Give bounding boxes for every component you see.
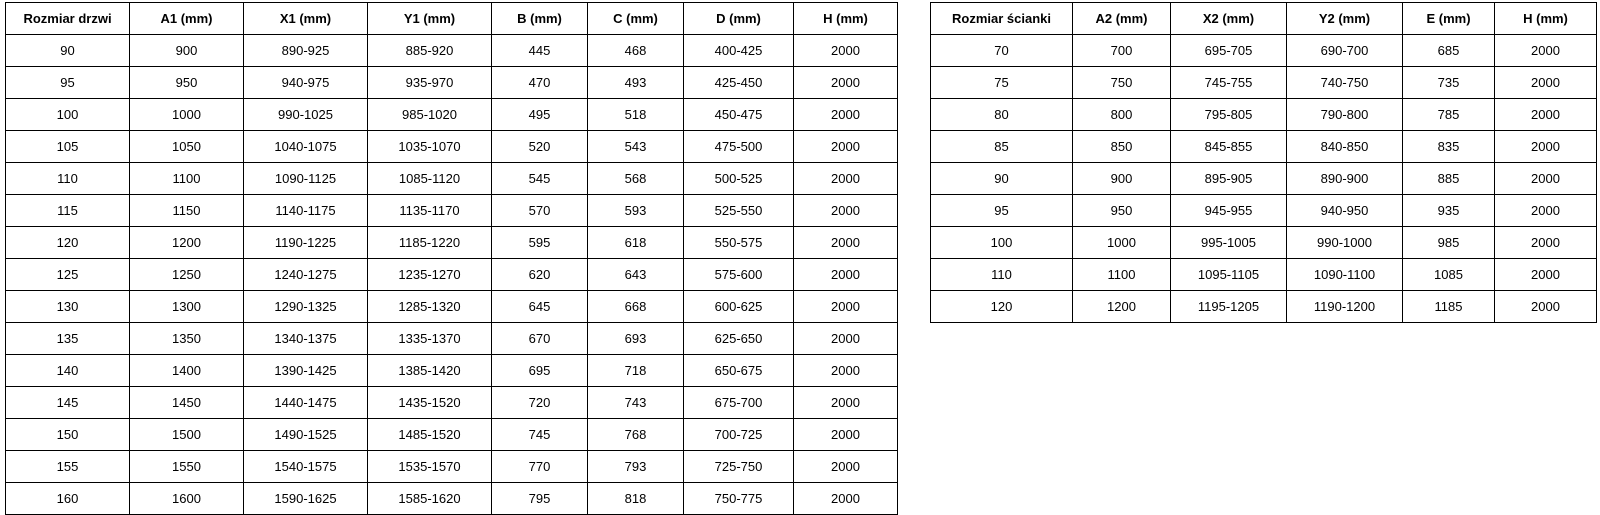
table-header-row bbox=[6, 3, 898, 35]
table-row bbox=[6, 323, 898, 355]
table-row bbox=[6, 451, 898, 483]
doors-table-cell: 700-725 bbox=[684, 419, 794, 451]
doors-table-cell: 445 bbox=[492, 35, 588, 67]
walls-table-cell: 1090-1100 bbox=[1287, 259, 1403, 291]
doors-table-cell: 1340-1375 bbox=[244, 323, 368, 355]
doors-table-cell: 1350 bbox=[130, 323, 244, 355]
walls-table-cell: 1200 bbox=[1073, 291, 1171, 323]
walls-table-cell: 995-1005 bbox=[1171, 227, 1287, 259]
doors-table-cell: 768 bbox=[588, 419, 684, 451]
walls-table-cell: 70 bbox=[931, 35, 1073, 67]
walls-table-cell: 835 bbox=[1403, 131, 1495, 163]
doors-table-cell: 520 bbox=[492, 131, 588, 163]
walls-table-cell: 2000 bbox=[1495, 163, 1597, 195]
doors-table-cell: 693 bbox=[588, 323, 684, 355]
doors-table-cell: 155 bbox=[6, 451, 130, 483]
doors-table-body bbox=[6, 35, 898, 515]
doors-table-cell: 95 bbox=[6, 67, 130, 99]
walls-table-cell: 900 bbox=[1073, 163, 1171, 195]
doors-table-cell: 618 bbox=[588, 227, 684, 259]
doors-table-cell: 115 bbox=[6, 195, 130, 227]
doors-table-cell: 550-575 bbox=[684, 227, 794, 259]
doors-table-cell: 1540-1575 bbox=[244, 451, 368, 483]
doors-table-cell: 2000 bbox=[794, 483, 898, 515]
doors-table-cell: 2000 bbox=[794, 323, 898, 355]
walls-table-cell: 120 bbox=[931, 291, 1073, 323]
doors-dimensions-table bbox=[5, 2, 898, 515]
doors-table-cell: 2000 bbox=[794, 163, 898, 195]
doors-table-cell: 2000 bbox=[794, 35, 898, 67]
doors-table-cell: 105 bbox=[6, 131, 130, 163]
doors-table-cell: 2000 bbox=[794, 99, 898, 131]
doors-table-cell: 890-925 bbox=[244, 35, 368, 67]
walls-table-cell: 790-800 bbox=[1287, 99, 1403, 131]
walls-table-cell: 2000 bbox=[1495, 67, 1597, 99]
walls-table-cell: 700 bbox=[1073, 35, 1171, 67]
doors-table-cell: 575-600 bbox=[684, 259, 794, 291]
doors-table-cell: 1000 bbox=[130, 99, 244, 131]
table-row bbox=[931, 35, 1597, 67]
walls-table-cell: 990-1000 bbox=[1287, 227, 1403, 259]
doors-table-cell: 643 bbox=[588, 259, 684, 291]
table-row bbox=[931, 99, 1597, 131]
table-row bbox=[6, 419, 898, 451]
table-row bbox=[6, 35, 898, 67]
walls-table-cell: 685 bbox=[1403, 35, 1495, 67]
doors-table-column-header: H (mm) bbox=[794, 3, 898, 35]
doors-table-cell: 1335-1370 bbox=[368, 323, 492, 355]
doors-table-cell: 885-920 bbox=[368, 35, 492, 67]
walls-table-cell: 2000 bbox=[1495, 195, 1597, 227]
doors-table-cell: 568 bbox=[588, 163, 684, 195]
doors-table-cell: 595 bbox=[492, 227, 588, 259]
doors-table-cell: 1490-1525 bbox=[244, 419, 368, 451]
walls-table-cell: 1000 bbox=[1073, 227, 1171, 259]
walls-table-cell: 95 bbox=[931, 195, 1073, 227]
doors-table-cell: 935-970 bbox=[368, 67, 492, 99]
doors-table-cell: 90 bbox=[6, 35, 130, 67]
walls-table-cell: 740-750 bbox=[1287, 67, 1403, 99]
walls-table-cell: 1190-1200 bbox=[1287, 291, 1403, 323]
walls-table-cell: 750 bbox=[1073, 67, 1171, 99]
doors-table-cell: 1235-1270 bbox=[368, 259, 492, 291]
doors-table-cell: 745 bbox=[492, 419, 588, 451]
doors-table-cell: 1535-1570 bbox=[368, 451, 492, 483]
walls-dimensions-table-container bbox=[930, 2, 1597, 323]
doors-table-cell: 670 bbox=[492, 323, 588, 355]
doors-table-cell: 468 bbox=[588, 35, 684, 67]
doors-table-column-header: C (mm) bbox=[588, 3, 684, 35]
doors-table-cell: 470 bbox=[492, 67, 588, 99]
table-header-row bbox=[931, 3, 1597, 35]
walls-table-cell: 950 bbox=[1073, 195, 1171, 227]
walls-table-column-header: E (mm) bbox=[1403, 3, 1495, 35]
doors-table-cell: 1550 bbox=[130, 451, 244, 483]
doors-table-cell: 950 bbox=[130, 67, 244, 99]
doors-table-cell: 1500 bbox=[130, 419, 244, 451]
table-row bbox=[6, 387, 898, 419]
doors-table-cell: 668 bbox=[588, 291, 684, 323]
walls-table-head bbox=[931, 3, 1597, 35]
doors-table-cell: 1040-1075 bbox=[244, 131, 368, 163]
doors-table-cell: 675-700 bbox=[684, 387, 794, 419]
doors-table-cell: 135 bbox=[6, 323, 130, 355]
doors-table-cell: 130 bbox=[6, 291, 130, 323]
table-row bbox=[6, 483, 898, 515]
doors-dimensions-table-container bbox=[5, 2, 898, 515]
doors-table-column-header: Rozmiar drzwi bbox=[6, 3, 130, 35]
doors-table-cell: 1035-1070 bbox=[368, 131, 492, 163]
doors-table-cell: 750-775 bbox=[684, 483, 794, 515]
doors-table-cell: 400-425 bbox=[684, 35, 794, 67]
walls-table-cell: 845-855 bbox=[1171, 131, 1287, 163]
doors-table-cell: 518 bbox=[588, 99, 684, 131]
doors-table-cell: 1385-1420 bbox=[368, 355, 492, 387]
walls-table-cell: 2000 bbox=[1495, 291, 1597, 323]
walls-table-column-header: H (mm) bbox=[1495, 3, 1597, 35]
doors-table-cell: 145 bbox=[6, 387, 130, 419]
walls-table-cell: 2000 bbox=[1495, 259, 1597, 291]
walls-table-cell: 110 bbox=[931, 259, 1073, 291]
doors-table-cell: 1435-1520 bbox=[368, 387, 492, 419]
walls-table-cell: 1085 bbox=[1403, 259, 1495, 291]
walls-table-cell: 1095-1105 bbox=[1171, 259, 1287, 291]
doors-table-cell: 620 bbox=[492, 259, 588, 291]
doors-table-cell: 1085-1120 bbox=[368, 163, 492, 195]
doors-table-cell: 645 bbox=[492, 291, 588, 323]
doors-table-cell: 2000 bbox=[794, 387, 898, 419]
walls-table-cell: 885 bbox=[1403, 163, 1495, 195]
doors-table-cell: 1140-1175 bbox=[244, 195, 368, 227]
walls-table-cell: 690-700 bbox=[1287, 35, 1403, 67]
table-row bbox=[931, 227, 1597, 259]
doors-table-cell: 725-750 bbox=[684, 451, 794, 483]
doors-table-cell: 425-450 bbox=[684, 67, 794, 99]
walls-table-column-header: A2 (mm) bbox=[1073, 3, 1171, 35]
walls-table-cell: 80 bbox=[931, 99, 1073, 131]
walls-table-cell: 745-755 bbox=[1171, 67, 1287, 99]
doors-table-cell: 450-475 bbox=[684, 99, 794, 131]
table-row bbox=[6, 163, 898, 195]
doors-table-cell: 1440-1475 bbox=[244, 387, 368, 419]
doors-table-cell: 743 bbox=[588, 387, 684, 419]
doors-table-cell: 2000 bbox=[794, 195, 898, 227]
doors-table-cell: 793 bbox=[588, 451, 684, 483]
table-row bbox=[6, 67, 898, 99]
walls-table-cell: 850 bbox=[1073, 131, 1171, 163]
walls-table-body bbox=[931, 35, 1597, 323]
walls-table-cell: 1185 bbox=[1403, 291, 1495, 323]
table-row bbox=[931, 195, 1597, 227]
doors-table-cell: 2000 bbox=[794, 291, 898, 323]
doors-table-cell: 140 bbox=[6, 355, 130, 387]
table-row bbox=[6, 99, 898, 131]
table-row bbox=[6, 195, 898, 227]
walls-table-cell: 85 bbox=[931, 131, 1073, 163]
walls-table-cell: 2000 bbox=[1495, 99, 1597, 131]
doors-table-cell: 2000 bbox=[794, 131, 898, 163]
walls-table-cell: 735 bbox=[1403, 67, 1495, 99]
walls-table-cell: 100 bbox=[931, 227, 1073, 259]
doors-table-cell: 600-625 bbox=[684, 291, 794, 323]
table-row bbox=[931, 259, 1597, 291]
doors-table-cell: 695 bbox=[492, 355, 588, 387]
walls-table-cell: 75 bbox=[931, 67, 1073, 99]
doors-table-cell: 625-650 bbox=[684, 323, 794, 355]
doors-table-cell: 720 bbox=[492, 387, 588, 419]
walls-table-cell: 785 bbox=[1403, 99, 1495, 131]
doors-table-cell: 1300 bbox=[130, 291, 244, 323]
doors-table-cell: 1290-1325 bbox=[244, 291, 368, 323]
walls-table-column-header: X2 (mm) bbox=[1171, 3, 1287, 35]
table-row bbox=[6, 227, 898, 259]
doors-table-cell: 593 bbox=[588, 195, 684, 227]
doors-table-cell: 493 bbox=[588, 67, 684, 99]
walls-table-column-header: Y2 (mm) bbox=[1287, 3, 1403, 35]
doors-table-cell: 1090-1125 bbox=[244, 163, 368, 195]
doors-table-cell: 1050 bbox=[130, 131, 244, 163]
doors-table-cell: 150 bbox=[6, 419, 130, 451]
walls-table-cell: 1195-1205 bbox=[1171, 291, 1287, 323]
doors-table-cell: 1400 bbox=[130, 355, 244, 387]
doors-table-cell: 2000 bbox=[794, 355, 898, 387]
doors-table-cell: 818 bbox=[588, 483, 684, 515]
doors-table-cell: 543 bbox=[588, 131, 684, 163]
table-row bbox=[6, 131, 898, 163]
walls-table-cell: 2000 bbox=[1495, 131, 1597, 163]
doors-table-cell: 718 bbox=[588, 355, 684, 387]
doors-table-cell: 100 bbox=[6, 99, 130, 131]
doors-table-cell: 2000 bbox=[794, 451, 898, 483]
doors-table-cell: 1485-1520 bbox=[368, 419, 492, 451]
doors-table-cell: 1285-1320 bbox=[368, 291, 492, 323]
walls-table-cell: 940-950 bbox=[1287, 195, 1403, 227]
doors-table-cell: 1150 bbox=[130, 195, 244, 227]
doors-table-cell: 495 bbox=[492, 99, 588, 131]
doors-table-cell: 160 bbox=[6, 483, 130, 515]
doors-table-cell: 990-1025 bbox=[244, 99, 368, 131]
doors-table-cell: 985-1020 bbox=[368, 99, 492, 131]
doors-table-cell: 1135-1170 bbox=[368, 195, 492, 227]
walls-table-cell: 985 bbox=[1403, 227, 1495, 259]
doors-table-cell: 500-525 bbox=[684, 163, 794, 195]
doors-table-cell: 2000 bbox=[794, 67, 898, 99]
walls-table-cell: 840-850 bbox=[1287, 131, 1403, 163]
doors-table-cell: 2000 bbox=[794, 227, 898, 259]
doors-table-cell: 900 bbox=[130, 35, 244, 67]
doors-table-cell: 1590-1625 bbox=[244, 483, 368, 515]
table-row bbox=[6, 291, 898, 323]
doors-table-column-header: D (mm) bbox=[684, 3, 794, 35]
walls-table-cell: 895-905 bbox=[1171, 163, 1287, 195]
walls-table-cell: 2000 bbox=[1495, 35, 1597, 67]
walls-table-cell: 935 bbox=[1403, 195, 1495, 227]
doors-table-head bbox=[6, 3, 898, 35]
doors-table-cell: 1200 bbox=[130, 227, 244, 259]
doors-table-cell: 1585-1620 bbox=[368, 483, 492, 515]
doors-table-cell: 1600 bbox=[130, 483, 244, 515]
doors-table-column-header: X1 (mm) bbox=[244, 3, 368, 35]
doors-table-cell: 1450 bbox=[130, 387, 244, 419]
doors-table-cell: 2000 bbox=[794, 259, 898, 291]
doors-table-cell: 545 bbox=[492, 163, 588, 195]
walls-table-cell: 2000 bbox=[1495, 227, 1597, 259]
doors-table-cell: 1250 bbox=[130, 259, 244, 291]
table-row bbox=[6, 259, 898, 291]
doors-table-column-header: Y1 (mm) bbox=[368, 3, 492, 35]
doors-table-cell: 110 bbox=[6, 163, 130, 195]
walls-table-cell: 90 bbox=[931, 163, 1073, 195]
doors-table-cell: 525-550 bbox=[684, 195, 794, 227]
walls-table-cell: 1100 bbox=[1073, 259, 1171, 291]
doors-table-cell: 1390-1425 bbox=[244, 355, 368, 387]
doors-table-cell: 770 bbox=[492, 451, 588, 483]
doors-table-cell: 125 bbox=[6, 259, 130, 291]
walls-table-cell: 695-705 bbox=[1171, 35, 1287, 67]
doors-table-cell: 940-975 bbox=[244, 67, 368, 99]
doors-table-column-header: A1 (mm) bbox=[130, 3, 244, 35]
walls-table-cell: 890-900 bbox=[1287, 163, 1403, 195]
walls-table-column-header: Rozmiar ścianki bbox=[931, 3, 1073, 35]
doors-table-cell: 475-500 bbox=[684, 131, 794, 163]
doors-table-cell: 1190-1225 bbox=[244, 227, 368, 259]
walls-table-cell: 795-805 bbox=[1171, 99, 1287, 131]
walls-table-cell: 945-955 bbox=[1171, 195, 1287, 227]
doors-table-cell: 795 bbox=[492, 483, 588, 515]
table-row bbox=[931, 131, 1597, 163]
doors-table-cell: 120 bbox=[6, 227, 130, 259]
doors-table-cell: 1185-1220 bbox=[368, 227, 492, 259]
doors-table-cell: 2000 bbox=[794, 419, 898, 451]
table-row bbox=[931, 163, 1597, 195]
doors-table-cell: 570 bbox=[492, 195, 588, 227]
doors-table-cell: 650-675 bbox=[684, 355, 794, 387]
table-row bbox=[931, 291, 1597, 323]
table-row bbox=[931, 67, 1597, 99]
doors-table-cell: 1240-1275 bbox=[244, 259, 368, 291]
walls-dimensions-table bbox=[930, 2, 1597, 323]
table-row bbox=[6, 355, 898, 387]
doors-table-cell: 1100 bbox=[130, 163, 244, 195]
doors-table-column-header: B (mm) bbox=[492, 3, 588, 35]
walls-table-cell: 800 bbox=[1073, 99, 1171, 131]
